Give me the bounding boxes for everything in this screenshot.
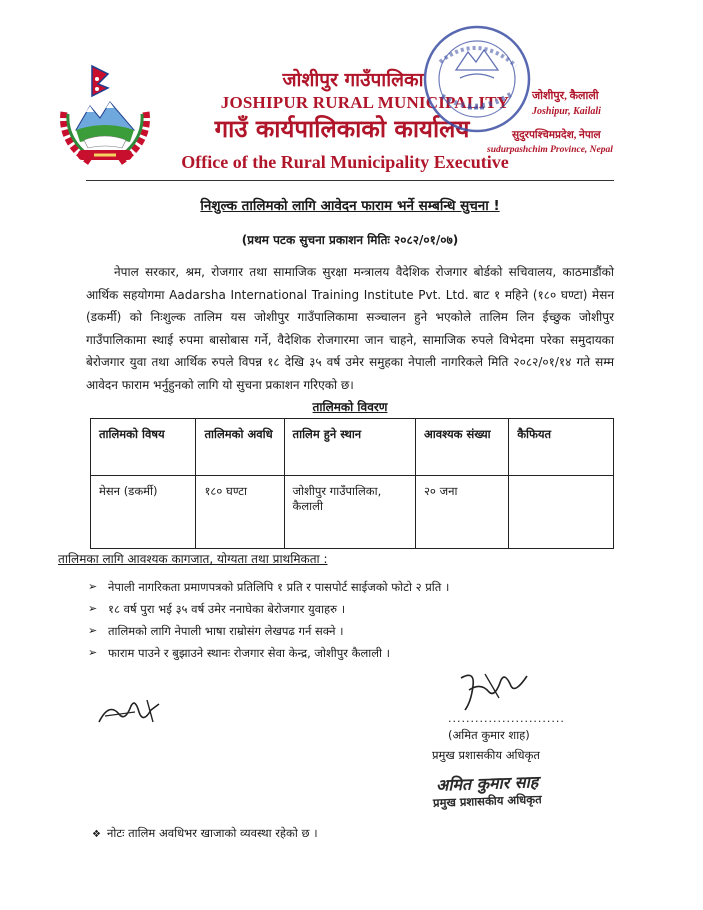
notice-title: निशुल्क तालिमको लागि आवेदन फाराम भर्ने सम्बन्धि सुचना ! (200, 198, 500, 214)
province-english: sudurpashchim Province, Nepal (487, 145, 613, 155)
notice-body-paragraph: नेपाल सरकार, श्रम, रोजगार तथा सामाजिक सुरक्षा मन्त्रालय वैदेशिक रोजगार बोर्डको सचिवालय, काठमाडौंको आर्थिक सहयोगमा Aadarsha International Training Institute Pvt. Ltd. बाट १ महिने (१८० घण्टा) मेसन (डकर्मी) को निःशुल्क तालिम यस जोशीपुर गाउँपालिकामा सञ्चालन हुने भएकोले तालिम लिन ईच्छुक जोशीपुर गाउँपालिकामा स्थाई रुपमा बासोबास गर्ने, वैदेशिक रोजगारमा जान चाहने, सामाजिक रुपले विभेदमा परेका समुदायका बेरोजगार युवा तथा आर्थिक रुपले विपन्न १८ देखि ३५ वर्ष उमेर समुहका नेपाली नागरिकले मिति २०८२/०१/१४ गते सम्म आवेदन फाराम भर्नुहुनको लागि यो सुचना प्रकाशन गरिएको छ। (86, 265, 614, 392)
header-training-subject: तालिमको विषय (91, 419, 196, 476)
training-details-table (90, 418, 614, 549)
note-text: नोटः तालिम अवधिभर खाजाको व्यवस्था रहेको छ । (106, 826, 318, 840)
footer-note (92, 826, 318, 841)
list-item: ➢ १८ वर्ष पुरा भई ३५ वर्ष उमेर ननाघेका बेरोजगार युवाहरु । (88, 598, 449, 620)
signature-dotted-line: .......................... (448, 712, 565, 725)
name-seal-stamp: अमित कुमार साह (435, 772, 539, 795)
list-item: ➢ नेपाली नागरिकता प्रमाणपत्रको प्रतिलिपि १ प्रति र पासपोर्ट साईजको फोटो २ प्रति । (88, 576, 449, 598)
officer-name: (अमित कुमार शाह) (448, 728, 530, 742)
left-signature (95, 692, 165, 732)
header-remarks: कैफियत (509, 419, 614, 476)
header-training-duration: तालिमको अवधि (196, 419, 284, 476)
province-nepali: सुदुरपश्चिमप्रदेश, नेपाल (512, 130, 601, 141)
officer-signature (455, 668, 535, 716)
cell-training-subject: मेसन (डकर्मी) (91, 476, 196, 549)
nepal-emblem-logo (50, 62, 160, 172)
requirements-heading: तालिमका लागि आवश्यक कागजात, योग्यता तथा प्राथमिकता : (58, 552, 328, 566)
cell-remarks (509, 476, 614, 549)
header-training-location: तालिम हुने स्थान (284, 419, 415, 476)
diamond-bullet-icon: ❖ (92, 829, 101, 840)
cell-training-location: जोशीपुर गाउँपालिका, कैलाली (284, 476, 415, 549)
training-table-caption: तालिमको विवरण (312, 400, 388, 414)
municipality-english-title: JOSHIPUR RURAL MUNICIPALITY (220, 93, 510, 112)
requirements-list (88, 576, 449, 664)
title-seal-stamp: प्रमुख प्रशासकीय अधिकृत (432, 792, 542, 810)
cell-training-duration: १८० घण्टा (196, 476, 284, 549)
letterhead-divider (86, 180, 614, 181)
header-required-count: आवश्यक संख्या (415, 419, 508, 476)
cell-required-count: २० जना (415, 476, 508, 549)
office-english-title: Office of the Rural Municipality Executive (181, 152, 509, 172)
address-english: Joshipur, Kailali (532, 106, 601, 117)
list-item: ➢ फाराम पाउने र बुझाउने स्थानः रोजगार सेवा केन्द्र, जोशीपुर कैलाली । (88, 642, 449, 664)
address-nepali: जोशीपुर, कैलाली (532, 90, 599, 102)
office-stamp-seal (420, 22, 535, 137)
publication-date: (प्रथम पटक सुचना प्रकाशन मितिः २०८२/०१/०७) (241, 233, 459, 247)
list-item: ➢ तालिमको लागि नेपाली भाषा राम्रोसंग लेखपढ गर्न सक्ने । (88, 620, 449, 642)
office-nepali-title: गाउँ कार्यपालिकाको कार्यालय (214, 114, 470, 143)
table-header-row (91, 419, 614, 476)
municipality-nepali-title: जोशीपुर गाउँपालिका (282, 69, 424, 91)
table-row (91, 476, 614, 549)
officer-title: प्रमुख प्रशासकीय अधिकृत (432, 748, 540, 762)
